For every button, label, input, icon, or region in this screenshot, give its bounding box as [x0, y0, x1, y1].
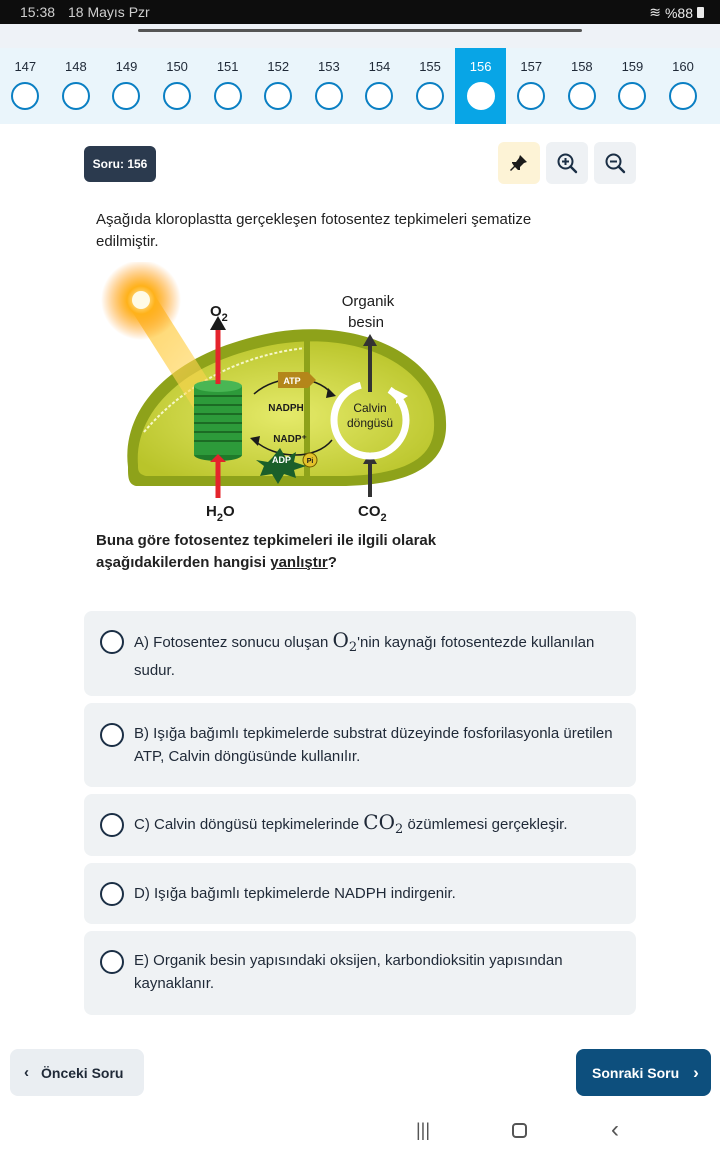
top-strip — [0, 24, 720, 48]
co2-label: $CO_2$ — [358, 503, 387, 524]
question-nav-item-147[interactable] — [0, 48, 51, 124]
question-status-circle — [112, 82, 140, 110]
question-status-circle — [669, 82, 697, 110]
next-question-button[interactable] — [576, 1049, 711, 1096]
o2-label: $O_2$ — [210, 303, 228, 324]
option-e-radio[interactable] — [100, 950, 124, 974]
question-intro: Aşağıda kloroplastta gerçekleşen fotosentez tepkimeleri şematize edilmiştir. — [96, 211, 532, 250]
option-b-radio[interactable] — [100, 723, 124, 747]
question-nav-item-159[interactable] — [607, 48, 658, 124]
question-nav-item-157[interactable] — [506, 48, 557, 124]
question-nav-number: 159 — [621, 59, 644, 74]
option-c[interactable] — [84, 794, 636, 856]
question-nav-item-153[interactable] — [304, 48, 355, 124]
zoom-in-button[interactable] — [546, 142, 588, 184]
recent-apps-button[interactable] — [408, 1118, 438, 1142]
option-d-radio[interactable] — [100, 882, 124, 906]
question-status-circle — [416, 82, 444, 110]
organic-label-2: besin — [348, 314, 384, 331]
atp-label: ATP — [283, 376, 301, 386]
question-status-circle — [11, 82, 39, 110]
question-status-circle — [264, 82, 292, 110]
question-nav-number: 157 — [520, 59, 543, 74]
status-right — [649, 4, 704, 21]
previous-question-button[interactable] — [10, 1049, 144, 1096]
wifi-icon: ≋ — [649, 4, 661, 20]
question-nav-number: 147 — [14, 59, 37, 74]
zoom-out-button[interactable] — [594, 142, 636, 184]
question-nav-item-151[interactable] — [202, 48, 253, 124]
zoom-out-icon — [604, 152, 626, 174]
option-d-text: D) Işığa bağımlı tepkimelerde NADPH indirgenir. — [134, 885, 456, 902]
chloroplast-diagram — [96, 262, 466, 524]
question-nav-item-148[interactable] — [51, 48, 102, 124]
home-button[interactable] — [504, 1118, 534, 1142]
option-e[interactable] — [84, 931, 636, 1015]
previous-question-label: Önceki Soru — [41, 1064, 124, 1081]
nadp-label: NADP⁺ — [273, 434, 307, 445]
question-prompt: Buna göre fotosentez tepkimeleri ile ilgili olarak aşağıdakilerden hangisi yanlıştır? — [96, 532, 437, 571]
question-status-circle — [62, 82, 90, 110]
option-a-text: A) Fotosentez sonucu oluşan $O_2'nin$ kaynağı fotosentezde kullanılan sudur. — [134, 628, 595, 679]
calvin-label-2: döngüsü — [346, 416, 394, 430]
question-nav-number: 151 — [216, 59, 239, 74]
zoom-in-icon — [556, 152, 578, 174]
option-d[interactable] — [84, 863, 636, 924]
question-nav-item-158[interactable] — [557, 48, 608, 124]
question-status-circle — [214, 82, 242, 110]
question-nav-number: 156 — [469, 59, 492, 74]
question-nav-number: 155 — [419, 59, 441, 74]
pi-label: Pi — [306, 458, 314, 465]
question-badge: Soru: 156 — [84, 146, 156, 182]
question-nav-item-156[interactable] — [455, 48, 506, 124]
question-nav-number: 150 — [166, 59, 188, 74]
option-e-text: E) Organik besin yapısındaki oksijen, karbondioksitin yapısından kaynaklanır. — [134, 952, 563, 992]
status-bar — [0, 0, 720, 24]
chevron-left-icon: ‹ — [24, 1064, 29, 1081]
question-nav-item-155[interactable] — [405, 48, 456, 124]
calvin-label-1: Calvin — [353, 401, 387, 415]
question-nav-item-154[interactable] — [354, 48, 405, 124]
question-status-circle — [517, 82, 545, 110]
next-question-label: Sonraki Soru — [592, 1064, 680, 1081]
thylakoid-stack — [194, 380, 242, 461]
option-b-text: B) Işığa bağımlı tepkimelerde substrat düzeyinde fosforilasyonla üretilen ATP, Calvin döngüsünde kullanılır. — [134, 725, 613, 765]
home-icon — [512, 1123, 527, 1138]
option-a-radio[interactable] — [100, 630, 124, 654]
question-nav-number: 158 — [570, 59, 593, 74]
question-nav-number: 152 — [267, 59, 290, 74]
pin-icon — [509, 153, 529, 173]
battery-icon — [697, 7, 704, 18]
question-nav-number: 148 — [65, 59, 87, 74]
question-nav-item-152[interactable] — [253, 48, 304, 124]
question-nav-item-150[interactable] — [152, 48, 203, 124]
option-c-text: C) Calvin döngüsü tepkimelerinde $CO_2$ özümlemesi gerçekleşir. — [134, 810, 568, 837]
nadph-label: NADPH — [268, 403, 304, 414]
h2o-label: $H_2O$ — [206, 503, 235, 524]
adp-label: ADP — [272, 455, 292, 465]
status-time: 15:38 — [20, 4, 56, 20]
question-nav-item-160[interactable] — [658, 48, 709, 124]
recent-apps-icon: ||| — [415, 1119, 431, 1140]
option-a[interactable] — [84, 611, 636, 696]
question-nav-number: 160 — [672, 59, 694, 74]
organic-label-1: Organik — [341, 293, 395, 310]
status-date: 18 Mayıs Pzr — [68, 4, 150, 20]
question-nav-number: 149 — [115, 59, 138, 74]
question-status-circle — [315, 82, 343, 110]
question-status-circle — [163, 82, 191, 110]
question-status-circle — [365, 82, 393, 110]
back-button[interactable] — [600, 1118, 630, 1142]
pin-button[interactable] — [498, 142, 540, 184]
option-c-radio[interactable] — [100, 813, 124, 837]
question-status-circle — [568, 82, 596, 110]
question-nav-item-149[interactable] — [101, 48, 152, 124]
question-nav-number: 154 — [368, 59, 391, 74]
question-navigator — [0, 48, 720, 124]
question-status-circle — [618, 82, 646, 110]
question-status-circle — [467, 82, 495, 110]
back-icon: ‹ — [611, 1116, 619, 1143]
drag-handle[interactable] — [138, 29, 582, 32]
chevron-right-icon: › — [693, 1062, 699, 1082]
option-b[interactable] — [84, 703, 636, 787]
question-nav-number: 153 — [318, 59, 340, 74]
battery-label: %88 — [664, 4, 693, 21]
